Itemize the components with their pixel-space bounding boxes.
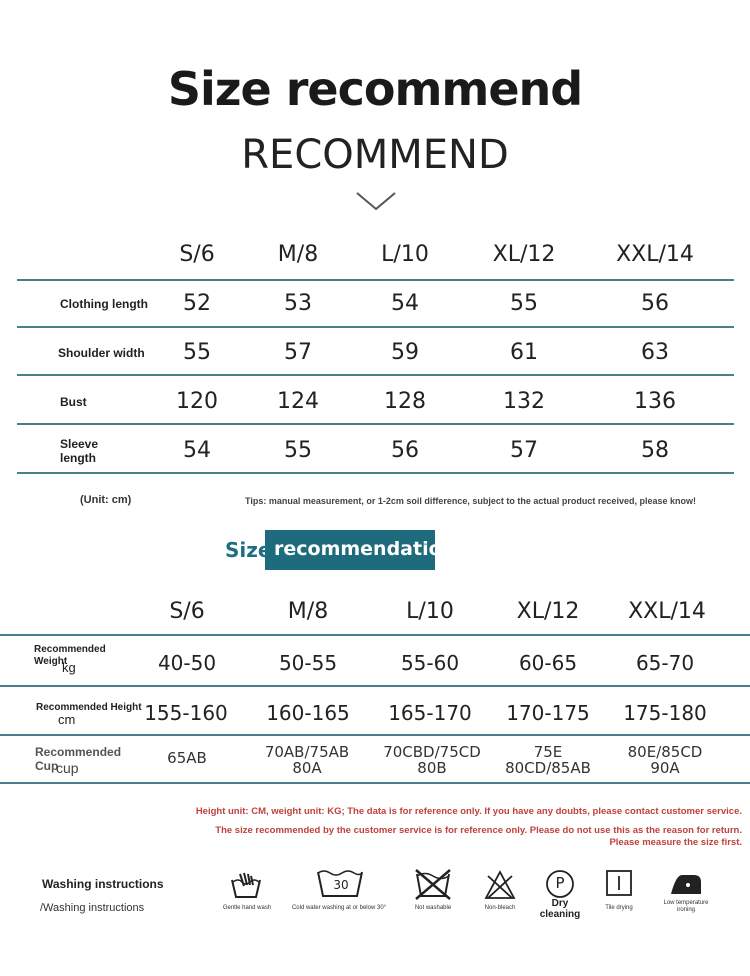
page-title: Size recommend [167,62,583,116]
table-cell: 60-65 [518,651,578,675]
row-unit: cup [56,760,79,776]
table-cell: 65AB [167,749,207,767]
divider [17,326,734,328]
tips-note: Tips: manual measurement, or 1-2cm soil difference, subject to the actual product received, please know! [245,496,696,506]
table-cell: 80A [292,759,322,777]
table-cell: 52 [183,291,211,316]
row-label: Bust [60,395,87,409]
table-cell: 124 [277,389,319,414]
row-unit: cm [58,712,76,727]
table-cell: 59 [391,340,419,365]
column-header: S/6 [169,599,205,624]
table-cell: 54 [391,291,419,316]
table-cell: 56 [641,291,669,316]
table-cell: 120 [176,389,218,414]
icon-caption: Cold water washing at or below 30° [291,905,387,911]
divider [17,423,734,425]
icon-caption: Non-bleach [484,905,516,911]
divider [0,782,750,784]
row-label: Clothing length [60,297,148,311]
table-cell: 57 [284,340,312,365]
unit-note: (Unit: cm) [80,494,132,506]
icon-caption: Dry cleaning [539,898,581,920]
table-cell: 80CD/85AB [505,759,591,777]
table-cell: 55-60 [400,651,460,675]
icon-caption: Not washable [414,905,452,911]
notice-return: The size recommended by the customer service is for reference only. Please do not use this as the reason for return. Please measure the size first. [215,825,742,848]
table-cell: 55 [183,340,211,365]
table-cell: 63 [641,340,669,365]
row-label: length [60,451,96,465]
row-unit: kg [62,660,76,675]
column-header: M/8 [287,599,329,624]
table-cell: 53 [284,291,312,316]
icon-caption: Tile drying [605,905,633,911]
table-cell: 165-170 [388,701,472,725]
table-cell: 90A [650,759,680,777]
column-header: M/8 [277,242,319,267]
divider [0,634,750,636]
divider [0,734,750,736]
section-badge-label: recommendation [274,538,456,560]
table-cell: 136 [634,389,676,414]
table-cell: 160-165 [266,701,350,725]
divider [17,374,734,376]
table-cell: 70CBD/75CD [383,743,481,761]
notice-units: Height unit: CM, weight unit: KG; The data is for reference only. If you have any doubts, please contact customer service. [195,806,742,817]
temperature-label: 30 [333,878,349,892]
washing-title: Washing instructions [42,877,164,891]
column-header: L/10 [406,599,454,624]
table-cell: 80E/85CD [627,743,703,761]
table-cell: 54 [183,438,211,463]
table-cell: 56 [391,438,419,463]
chevron-down-icon [355,190,397,212]
table-cell: 55 [510,291,538,316]
column-header: L/10 [381,242,429,267]
row-label: Recommended Height [36,702,142,713]
row-label: Cup [35,759,59,773]
section-badge-prefix: Size [225,538,272,562]
row-label: Shoulder width [58,346,145,360]
icon-caption: Low temperature ironing [663,900,709,913]
table-cell: 57 [510,438,538,463]
table-cell: 175-180 [623,701,707,725]
table-cell: 70AB/75AB [264,743,350,761]
divider [17,472,734,474]
row-label: Recommended [34,644,106,655]
table-cell: 65-70 [635,651,695,675]
table-cell: 55 [284,438,312,463]
row-label: Sleeve [60,437,99,451]
row-label: Recommended [35,745,122,759]
table-cell: 61 [510,340,538,365]
not-washable-icon [413,868,453,900]
table-cell: 132 [503,389,545,414]
column-header: XXL/14 [616,242,694,267]
table-cell: 128 [384,389,426,414]
icon-caption: Gentle hand wash [222,905,272,911]
column-header: XL/12 [492,242,556,267]
table-cell: 75E [533,743,563,761]
low-temperature-ironing-icon [668,870,704,898]
non-bleach-icon [484,870,516,900]
tile-drying-icon [605,869,633,897]
column-header: S/6 [179,242,215,267]
divider [0,685,750,687]
column-header: XL/12 [516,599,580,624]
page-subtitle: RECOMMEND [241,132,509,178]
table-cell: 40-50 [157,651,217,675]
dry-cleaning-symbol: P [555,874,565,892]
table-cell: 80B [417,759,447,777]
table-cell: 50-55 [278,651,338,675]
table-cell: 155-160 [144,701,228,725]
row-label: Weight [34,656,68,667]
divider [17,279,734,281]
table-cell: 170-175 [506,701,590,725]
table-cell: 58 [641,438,669,463]
washing-subtitle: /Washing instructions [40,902,145,914]
gentle-hand-wash-icon [230,870,262,900]
column-header: XXL/14 [628,599,706,624]
